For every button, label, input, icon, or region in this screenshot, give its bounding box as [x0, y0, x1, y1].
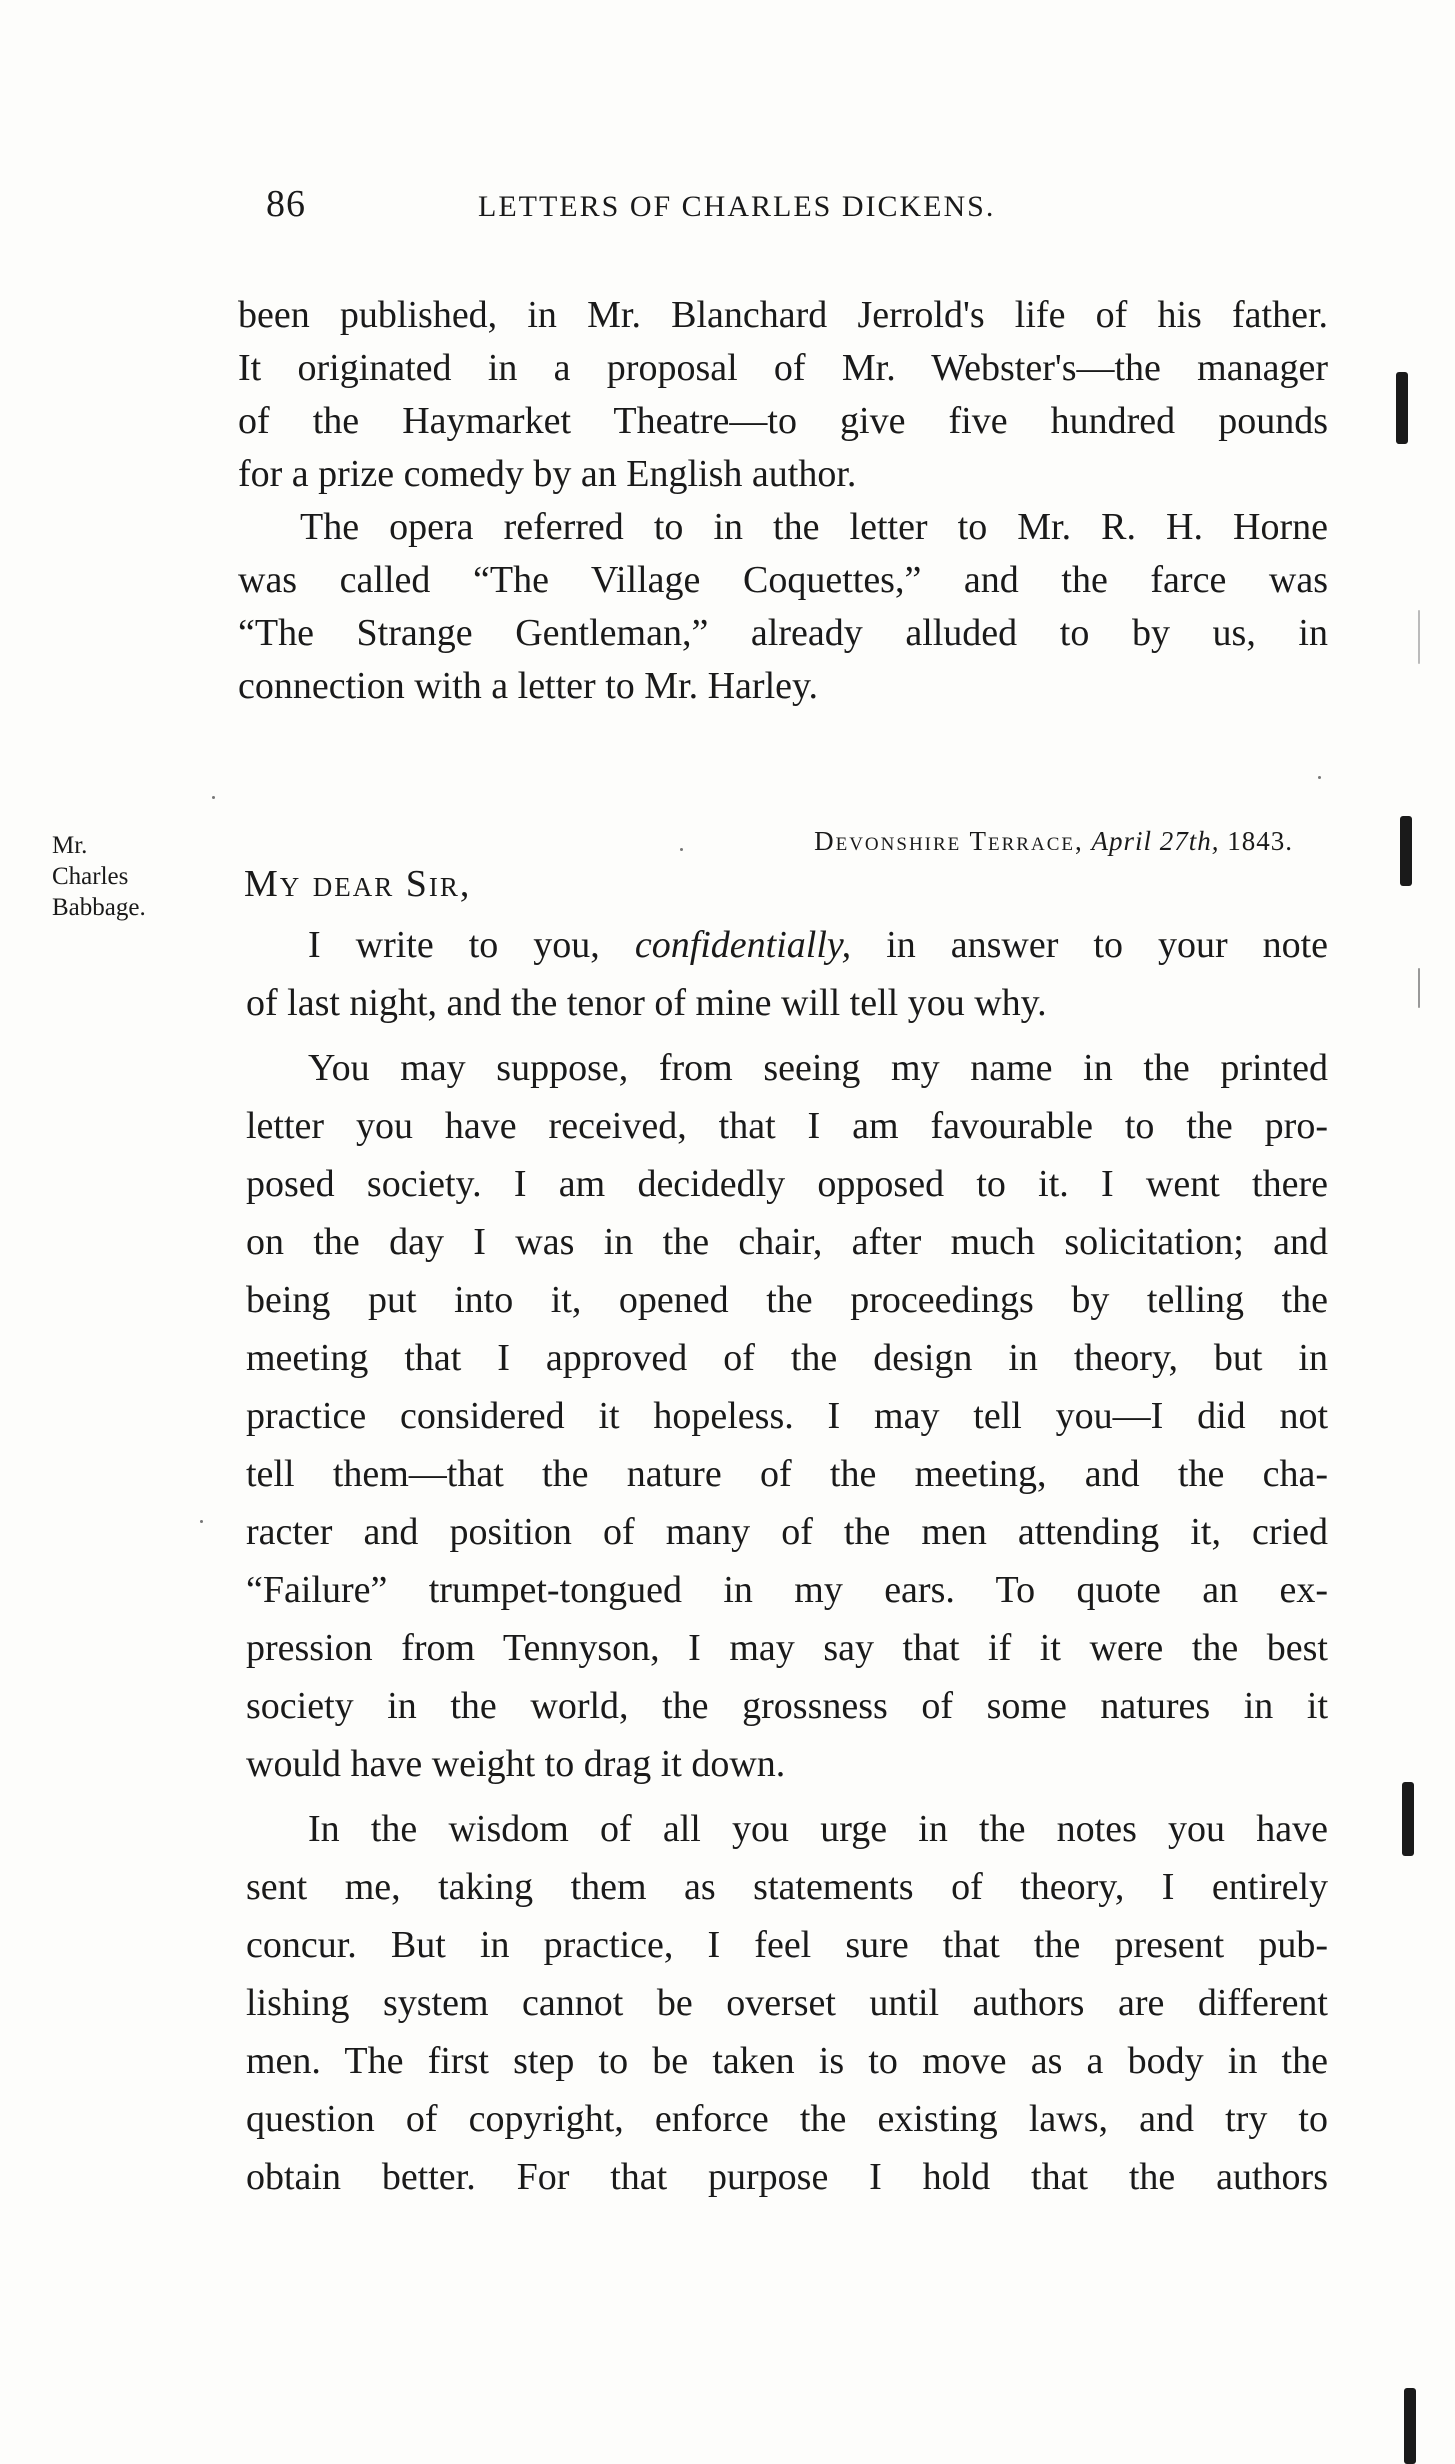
- scan-edge-mark: [1402, 1782, 1414, 1856]
- scan-speck: [1318, 776, 1321, 779]
- letter-line: In the wisdom of all you urge in the notes you have: [308, 1808, 1328, 1850]
- scan-edge-mark: [1418, 968, 1420, 1008]
- scan-speck: [200, 1520, 203, 1523]
- address-place: Devonshire Terrace,: [814, 826, 1084, 856]
- letter-line: “Failure” trumpet-tongued in my ears. To quote an ex-: [246, 1569, 1328, 1611]
- scan-edge-mark: [1396, 372, 1408, 444]
- scan-edge-mark: [1400, 816, 1412, 886]
- marginal-recipient-note: [52, 830, 212, 923]
- scan-speck: [680, 848, 683, 851]
- intro-line: been published, in Mr. Blanchard Jerrold's life of his father.: [238, 294, 1328, 336]
- intro-line: The opera referred to in the letter to Mr. R. H. Horne: [300, 506, 1328, 548]
- letter-line: men. The first step to be taken is to move as a body in the: [246, 2040, 1328, 2082]
- letter-line: question of copyright, enforce the existing laws, and try to: [246, 2098, 1328, 2140]
- letter-line: tell them—that the nature of the meeting, and the cha-: [246, 1453, 1328, 1495]
- address-year: 1843.: [1227, 826, 1293, 856]
- letter-line: sent me, taking them as statements of theory, I entirely: [246, 1866, 1328, 1908]
- letter-line: lishing system cannot be overset until authors are different: [246, 1982, 1328, 2024]
- letter-line: letter you have received, that I am favourable to the pro-: [246, 1105, 1328, 1147]
- intro-line: connection with a letter to Mr. Harley.: [238, 665, 819, 707]
- intro-line: for a prize comedy by an English author.: [238, 453, 857, 495]
- sidenote-line: Charles: [52, 863, 129, 890]
- intro-line: of the Haymarket Theatre—to give five hundred pounds: [238, 400, 1328, 442]
- address-date: April 27th,: [1091, 826, 1220, 856]
- sidenote-line: Babbage.: [52, 894, 146, 921]
- intro-line: was called “The Village Coquettes,” and the farce was: [238, 559, 1328, 601]
- letter-line: meeting that I approved of the design in theory, but in: [246, 1337, 1328, 1379]
- letter-line: would have weight to drag it down.: [246, 1743, 786, 1785]
- letter-line: being put into it, opened the proceedings by telling the: [246, 1279, 1328, 1321]
- scan-edge-mark: [1418, 610, 1420, 664]
- letter-salutation: My dear Sir,: [244, 863, 472, 905]
- letter-line: obtain better. For that purpose I hold that the authors: [246, 2156, 1328, 2198]
- intro-line: It originated in a proposal of Mr. Webster's—the manager: [238, 347, 1328, 389]
- letter-address: [814, 826, 1293, 857]
- running-title: LETTERS OF CHARLES DICKENS.: [478, 190, 996, 223]
- letter-line: racter and position of many of the men attending it, cried: [246, 1511, 1328, 1553]
- scan-speck: [212, 796, 215, 799]
- letter-line: of last night, and the tenor of mine will tell you why.: [246, 982, 1047, 1024]
- letter-line: posed society. I am decidedly opposed to it. I went there: [246, 1163, 1328, 1205]
- letter-line: You may suppose, from seeing my name in the printed: [308, 1047, 1328, 1089]
- page-header: [238, 182, 1318, 232]
- page-number: 86: [266, 183, 306, 225]
- letter-line: practice considered it hopeless. I may tell you—I did not: [246, 1395, 1328, 1437]
- scan-edge-mark: [1404, 2388, 1416, 2464]
- sidenote-line: Mr.: [52, 832, 88, 859]
- intro-line: “The Strange Gentleman,” already alluded to by us, in: [238, 612, 1328, 654]
- letter-line: I write to you, confidentially, in answer to your note: [308, 924, 1329, 966]
- emphasis-confidentially: confidentially,: [634, 924, 852, 966]
- letter-line: pression from Tennyson, I may say that if it were the best: [246, 1627, 1328, 1669]
- letter-line: on the day I was in the chair, after much solicitation; and: [246, 1221, 1328, 1263]
- letter-line: society in the world, the grossness of some natures in it: [246, 1685, 1328, 1727]
- letter-line: concur. But in practice, I feel sure that the present pub-: [246, 1924, 1328, 1966]
